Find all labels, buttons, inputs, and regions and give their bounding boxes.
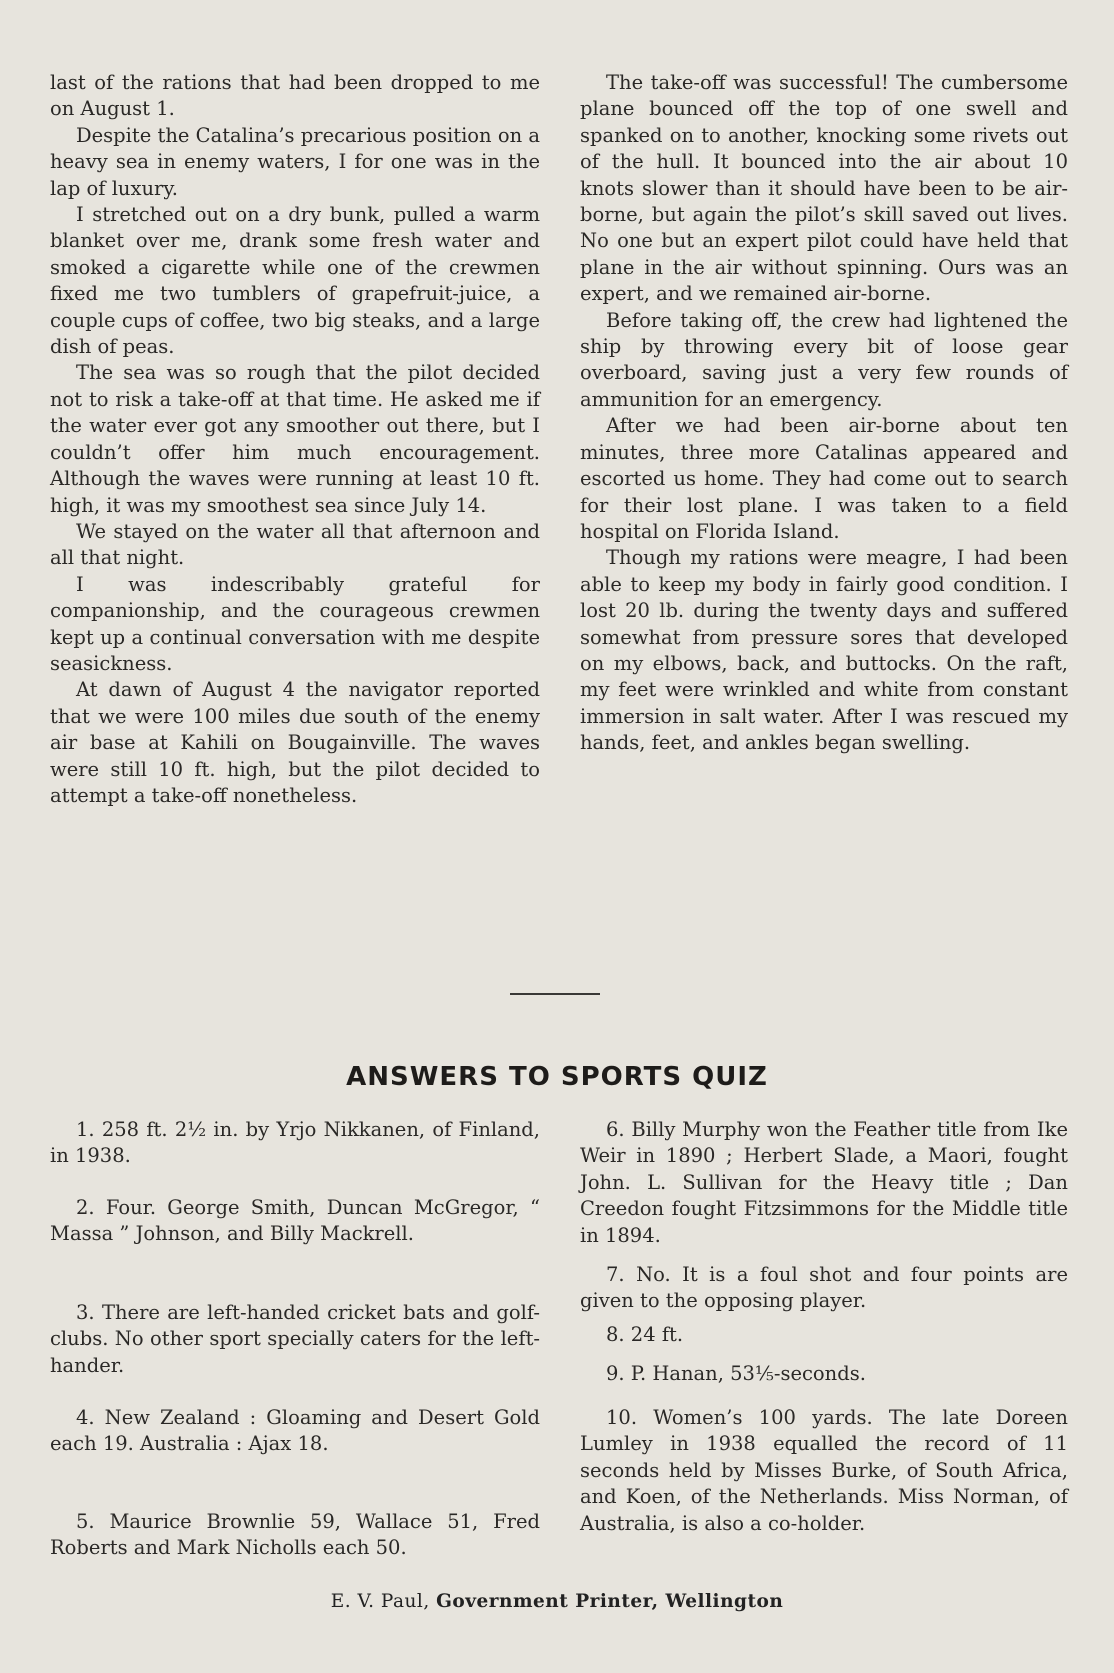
article-paragraph: The take-off was successful! The cumbersome plane bounced off the top of one swell and spanked on to another, knocking some rivets out of the hull. It bounced into the air about 10 knots slower than it should have been to be air-borne, but again the pilot’s skill saved out lives. No one but an expert pilot could have held that plane in the air without spinning. Ours was an expert, and we remained air-borne.	[580, 71, 1068, 306]
printer-imprint	[0, 1591, 1114, 1612]
quiz-answer: 8. 24 ft.	[606, 1323, 684, 1346]
printer-name: E. V. Paul,	[330, 1591, 430, 1612]
quiz-answer: 7. No. It is a foul shot and four points are given to the opposing player.	[580, 1263, 1068, 1313]
quiz-answer: 4. New Zealand : Gloaming and Desert Gold each 19. Australia : Ajax 18.	[50, 1406, 540, 1456]
quiz-answer: 9. P. Hanan, 53⅕-seconds.	[606, 1362, 866, 1385]
quiz-answer: 3. There are left-handed cricket bats and golf-clubs. No other sport specially caters for the left-hander.	[50, 1301, 540, 1377]
article-paragraph: I stretched out on a dry bunk, pulled a warm blanket over me, drank some fresh water and smoked a cigarette while one of the crewmen fixed me two tumblers of grapefruit-juice, a couple cups of coffee, two big steaks, and a large dish of peas.	[50, 203, 540, 359]
article-paragraph: last of the rations that had been dropped to me on August 1.	[50, 71, 540, 121]
section-divider	[510, 993, 600, 995]
article-paragraph: At dawn of August 4 the navigator reported that we were 100 miles due south of the enemy air base at Kahili on Bougainville. The waves were still 10 ft. high, but the pilot decided to attempt a take-off nonetheless.	[50, 678, 540, 807]
article-paragraph: After we had been air-borne about ten minutes, three more Catalinas appeared and escorted us home. They had come out to search for their lost plane. I was taken to a field hospital on Florida Island.	[580, 414, 1068, 543]
quiz-answer: 2. Four. George Smith, Duncan McGregor, “ Massa ” Johnson, and Billy Mackrell.	[50, 1196, 540, 1246]
article-right-column	[580, 70, 1068, 757]
article-left-column	[50, 70, 540, 809]
article-paragraph: The sea was so rough that the pilot decided not to risk a take-off at that time. He asked me if the water ever got any smoother out there, but I couldn’t offer him much encouragement. Although the waves were running at least 10 ft. high, it was my smoothest sea since July 14.	[50, 361, 540, 517]
quiz-answer: 1. 258 ft. 2½ in. by Yrjo Nikkanen, of Finland, in 1938.	[50, 1118, 540, 1168]
article-paragraph: We stayed on the water all that afternoon and all that night.	[50, 519, 540, 570]
quiz-answer: 6. Billy Murphy won the Feather title from Ike Weir in 1890 ; Herbert Slade, a Maori, fought John. L. Sullivan for the Heavy title ; Dan Creedon fought Fitzsimmons for the Middle title in 1894.	[580, 1118, 1068, 1247]
article-paragraph: Though my rations were meagre, I had been able to keep my body in fairly good condition. I lost 20 lb. during the twenty days and suffered somewhat from pressure sores that developed on my elbows, back, and buttocks. On the raft, my feet were wrinkled and white from constant immersion in salt water. After I was rescued my hands, feet, and ankles began swelling.	[580, 546, 1068, 755]
quiz-answer: 10. Women’s 100 yards. The late Doreen Lumley in 1938 equalled the record of 11 seconds held by Misses Burke, of South Africa, and Koen, of the Netherlands. Miss Norman, of Australia, is also a co-holder.	[580, 1406, 1068, 1535]
article-paragraph: Before taking off, the crew had lightened the ship by throwing every bit of loose gear overboard, saving just a very few rounds of ammunition for an emergency.	[580, 308, 1068, 411]
quiz-answer: 5. Maurice Brownlie 59, Wallace 51, Fred Roberts and Mark Nicholls each 50.	[50, 1510, 540, 1560]
printer-title: Government Printer, Wellington	[436, 1591, 784, 1612]
article-paragraph: Despite the Catalina’s precarious position on a heavy sea in enemy waters, I for one was in the lap of luxury.	[50, 123, 540, 200]
article-paragraph: I was indescribably grateful for companionship, and the courageous crewmen kept up a continual conversation with me despite seasickness.	[50, 572, 540, 675]
quiz-heading: ANSWERS TO SPORTS QUIZ	[346, 1062, 768, 1092]
